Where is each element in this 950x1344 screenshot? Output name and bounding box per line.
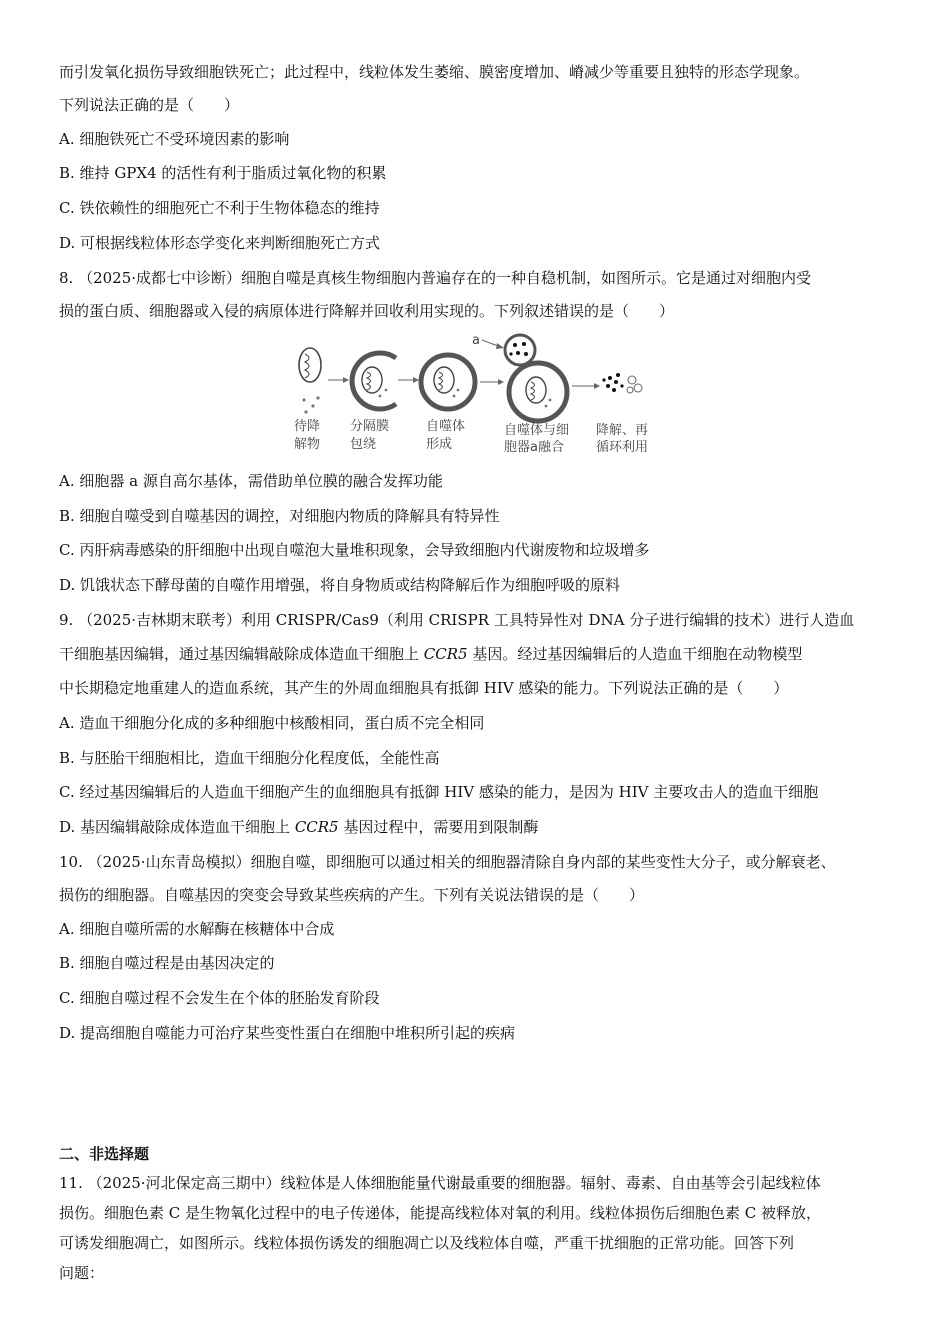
stage-4-label-line-2: 胞器a融合 (504, 440, 564, 455)
q11-stem-line-4: 问题： (59, 1264, 105, 1282)
q8-option-a: A. 细胞器 a 源自高尔基体，需借助单位膜的融合发挥功能 (59, 472, 443, 490)
q9-stem-line-2 (59, 644, 802, 664)
q10-option-c: C. 细胞自噬过程不会发生在个体的胚胎发育阶段 (59, 989, 380, 1007)
q9-stem-line-3: 中长期稳定地重建人的造血系统，其产生的外周血细胞具有抵御 HIV 感染的能力。下列说法正确的是（ ） (59, 679, 789, 697)
stage-3-label-line-2: 形成 (426, 437, 453, 452)
q9-option-d-end: 基因过程中，需要用到限制酶 (338, 818, 539, 836)
degradation-products (602, 373, 642, 393)
q11-stem-line-1: 11. （2025·河北保定高三期中）线粒体是人体细胞能量代谢最重要的细胞器。辐射、毒素、自由基等会引起线粒体 (59, 1174, 821, 1192)
q9-stem-line-2-start: 干细胞基因编辑，通过基因编辑敲除成体造血干细胞上 (59, 645, 424, 663)
q9-option-a: A. 造血干细胞分化成的多种细胞中核酸相同，蛋白质不完全相同 (59, 714, 485, 732)
gene-name: CCR5 (423, 645, 468, 663)
q7-option-b: B. 维持 GPX4 的活性有利于脂质过氧化物的积累 (59, 164, 387, 182)
fusion-with-organelle-a (505, 335, 567, 421)
stage-2-label-line-1: 分隔膜 (350, 419, 390, 434)
q7-stem: 下列说法正确的是（ ） (59, 96, 240, 114)
stage-4-label-line-1: 自噬体与细 (504, 423, 570, 438)
q8-stem-line-1: 8. （2025·成都七中诊断）细胞自噬是真核生物细胞内普遍存在的一种自稳机制，如图所示。它是通过对细胞内受 (59, 269, 812, 287)
q8-option-d: D. 饥饿状态下酵母菌的自噬作用增强，将自身物质或结构降解后作为细胞呼吸的原料 (59, 576, 621, 594)
q11-stem-line-3: 可诱发细胞凋亡，如图所示。线粒体损伤诱发的细胞凋亡以及线粒体自噬，严重干扰细胞的正常功能。回答下列 (59, 1234, 795, 1252)
stage-2-label-line-2: 包绕 (350, 437, 377, 452)
section-heading: 二、非选择题 (59, 1145, 150, 1163)
q7-option-c: C. 铁依赖性的细胞死亡不利于生物体稳态的维持 (59, 199, 380, 217)
q9-option-c: C. 经过基因编辑后的人造血干细胞产生的血细胞具有抵御 HIV 感染的能力，是因为 HIV 主要攻击人的造血干细胞 (59, 783, 819, 801)
q10-stem-line-2: 损伤的细胞器。自噬基因的突变会导致某些疾病的产生。下列有关说法错误的是（ ） (59, 886, 645, 904)
q9-option-d (59, 817, 538, 837)
q10-option-d: D. 提高细胞自噬能力可治疗某些变性蛋白在细胞中堆积所引起的疾病 (59, 1024, 516, 1042)
q10-option-a: A. 细胞自噬所需的水解酶在核糖体中合成 (59, 920, 335, 938)
q8-option-b: B. 细胞自噬受到自噬基因的调控，对细胞内物质的降解具有特异性 (59, 507, 500, 525)
stage-5-label-line-2: 循环利用 (596, 440, 649, 455)
q7-option-a: A. 细胞铁死亡不受环境因素的影响 (59, 130, 290, 148)
stage-3-label-line-1: 自噬体 (426, 419, 466, 434)
q8-option-c: C. 丙肝病毒感染的肝细胞中出现自噬泡大量堆积现象，会导致细胞内代谢废物和垃圾增多 (59, 541, 650, 559)
q9-stem-line-2-end: 基因。经过基因编辑后的人造血干细胞在动物模型 (467, 645, 803, 663)
q10-stem-line-1: 10. （2025·山东青岛模拟）细胞自噬，即细胞可以通过相关的细胞器清除自身内部的某些变性大分子，或分解衰老、 (59, 853, 836, 871)
gene-name: CCR5 (294, 818, 339, 836)
organelle-a-marker: a (472, 333, 480, 348)
q8-stem-line-2: 损的蛋白质、细胞器或入侵的病原体进行降解并回收利用实现的。下列叙述错误的是（ ） (59, 302, 675, 320)
q11-stem-line-2: 损伤。细胞色素 C 是生物氧化过程中的电子传递体，能提高线粒体对氧的利用。线粒体损伤后细胞色素 C 被释放， (59, 1204, 822, 1222)
stage-5-label-line-1: 降解、再 (596, 423, 649, 438)
q7-option-d: D. 可根据线粒体形态学变化来判断细胞死亡方式 (59, 234, 381, 252)
mitochondrion-target (299, 348, 321, 414)
autophagosome (421, 355, 475, 409)
isolation-membrane (352, 353, 396, 409)
q9-option-d-start: D. 基因编辑敲除成体造血干细胞上 (59, 818, 295, 836)
q9-option-b: B. 与胚胎干细胞相比，造血干细胞分化程度低，全能性高 (59, 749, 440, 767)
autophagy-figure (288, 330, 668, 460)
stage-1-label-line-1: 待降 (294, 419, 321, 434)
q10-option-b: B. 细胞自噬过程是由基因决定的 (59, 954, 275, 972)
intro-line-1: 而引发氧化损伤导致细胞铁死亡；此过程中，线粒体发生萎缩、膜密度增加、嵴减少等重要且独特的形态学现象。 (59, 63, 810, 81)
q9-stem-line-1: 9. （2025·吉林期末联考）利用 CRISPR/Cas9（利用 CRISPR 工具特异性对 DNA 分子进行编辑的技术）进行人造血 (59, 611, 855, 629)
stage-1-label-line-2: 解物 (294, 437, 321, 452)
